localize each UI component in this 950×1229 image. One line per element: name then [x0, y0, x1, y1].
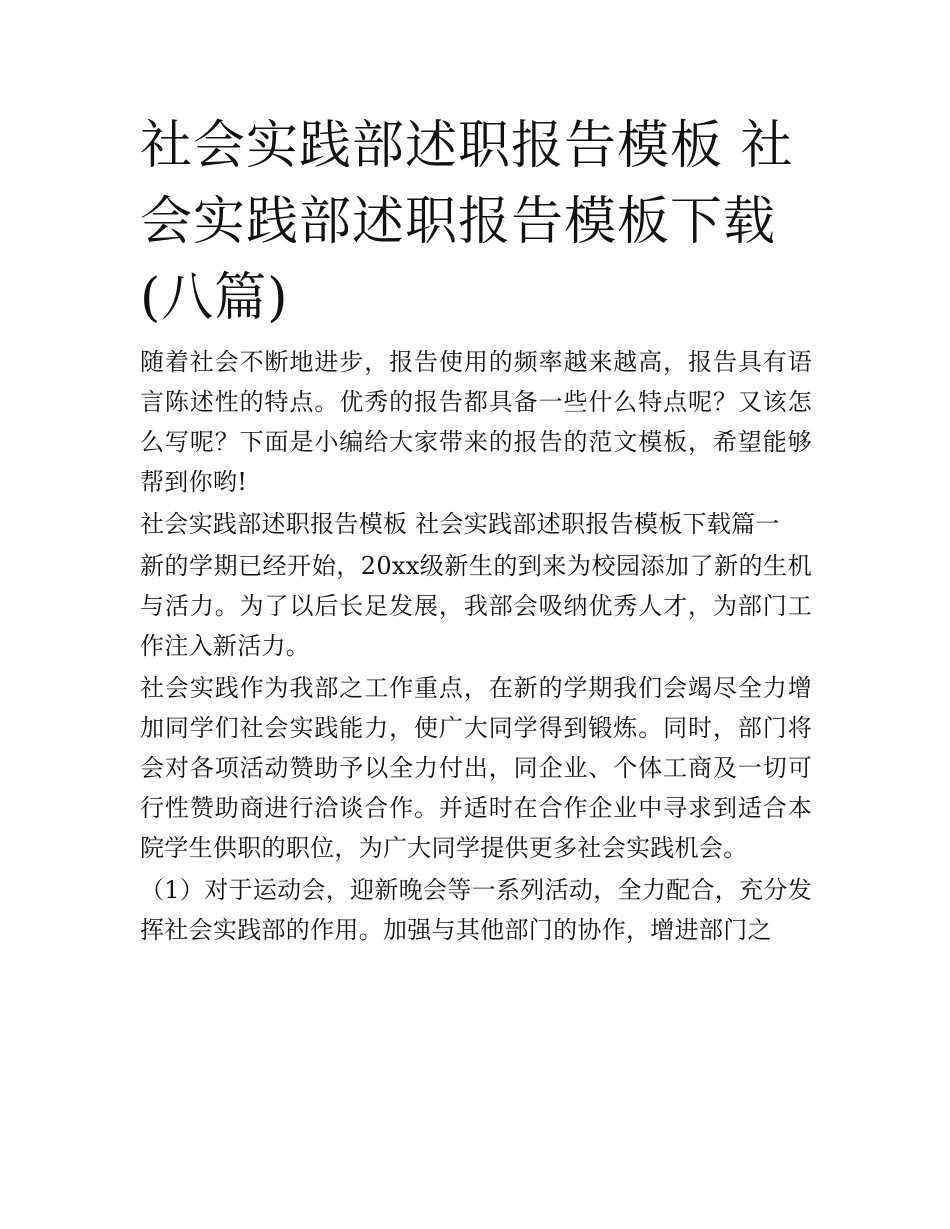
- document-body: [140, 108, 812, 952]
- document-title: 社会实践部述职报告模板 社会实践部述职报告模板下载(八篇): [140, 116, 794, 328]
- section-heading-paragraph: 社会实践部述职报告模板 社会实践部述职报告模板下载篇一: [140, 510, 780, 538]
- intro-paragraph: 随着社会不断地进步，报告使用的频率越来越高，报告具有语言陈述性的特点。优秀的报告都具备一些什么特点呢？又该怎么写呢？下面是小编给大家带来的报告的范文模板，希望能够帮到你哟!: [140, 348, 812, 496]
- body-paragraph: 社会实践作为我部之工作重点，在新的学期我们会竭尽全力增加同学们社会实践能力，使广大同学得到锻炼。同时，部门将会对各项活动赞助予以全力付出，同企业、个体工商及一切可行性赞助商进行洽谈合作。并适时在合作企业中寻求到适合本院学生供职的职位，为广大同学提供更多社会实践机会。: [140, 674, 812, 862]
- body-paragraph: 新的学期已经开始，20xx级新生的到来为校园添加了新的生机与活力。为了以后长足发展，我部会吸纳优秀人才，为部门工作注入新活力。: [140, 552, 812, 660]
- list-item-paragraph: （1）对于运动会，迎新晚会等一系列活动，全力配合，充分发挥社会实践部的作用。加强与其他部门的协作，增进部门之: [140, 876, 812, 944]
